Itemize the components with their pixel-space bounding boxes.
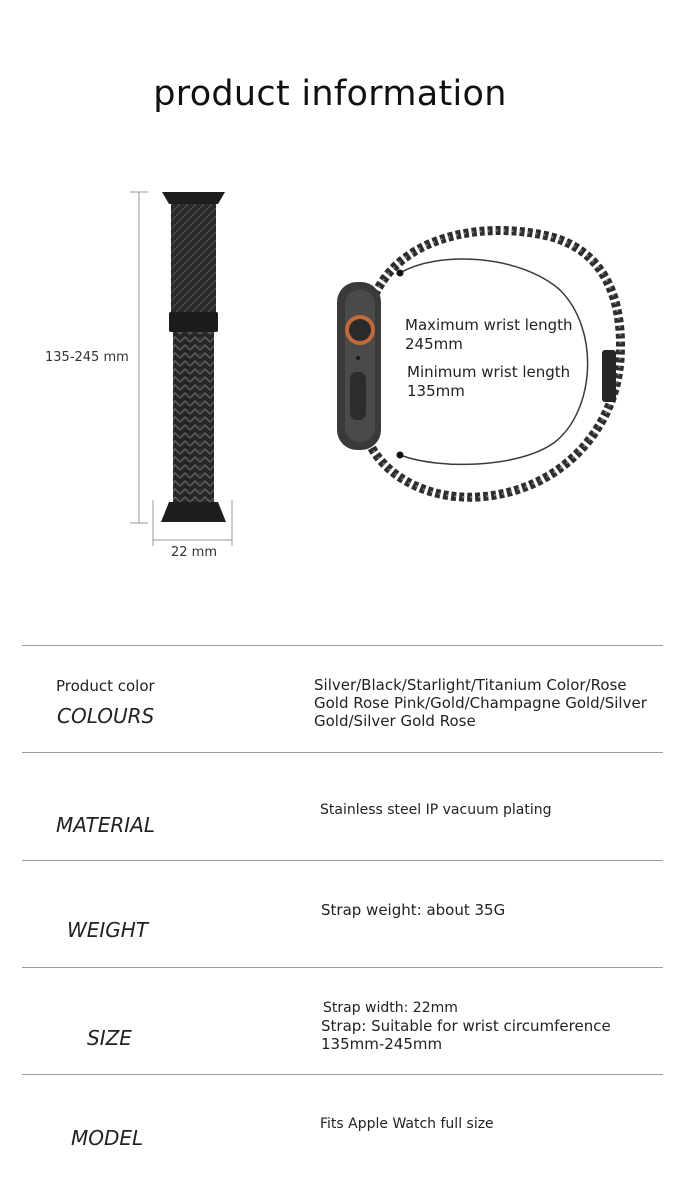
spec-value-line: Strap: Suitable for wrist circumference (321, 1017, 611, 1035)
spec-subtitle: Product color (56, 677, 155, 695)
table-rule (22, 967, 663, 968)
spec-value-line: Strap width: 22mm (323, 1000, 458, 1016)
spec-category: MATERIAL (56, 813, 155, 837)
spec-value (314, 676, 664, 730)
width-dimension-label: 22 mm (171, 545, 218, 560)
spec-value-line: Stainless steel IP vacuum plating (320, 802, 552, 818)
spec-value-line: Gold Rose Pink/Gold/Champagne Gold/Silver (314, 694, 647, 712)
spec-value-line: Silver/Black/Starlight/Titanium Color/Rose (314, 676, 627, 694)
spec-value (320, 801, 670, 819)
table-rule (22, 752, 663, 753)
spec-value-line: Strap weight: about 35G (321, 901, 506, 919)
spec-category: WEIGHT (67, 918, 149, 942)
spec-value (321, 999, 671, 1053)
table-rule (22, 1074, 663, 1075)
spec-value-line: Gold/Silver Gold Rose (314, 712, 476, 730)
table-rule (22, 860, 663, 861)
spec-value-line: 135mm-245mm (321, 1035, 443, 1053)
spec-category: COLOURS (57, 704, 155, 728)
max-wrist-value: 245mm (405, 335, 463, 353)
max-wrist-text: Maximum wrist length (405, 316, 573, 334)
min-wrist-label (407, 363, 570, 401)
spec-value-line: Fits Apple Watch full size (320, 1116, 494, 1132)
spec-category: MODEL (71, 1126, 144, 1150)
length-dimension-label: 135-245 mm (45, 350, 129, 365)
spec-value (321, 901, 671, 919)
min-wrist-text: Minimum wrist length (407, 363, 571, 381)
max-wrist-label (405, 316, 573, 354)
min-wrist-value: 135mm (407, 382, 465, 400)
table-rule (22, 645, 663, 646)
page-title: product information (153, 74, 507, 114)
spec-category: SIZE (87, 1026, 132, 1050)
spec-value (320, 1115, 670, 1133)
